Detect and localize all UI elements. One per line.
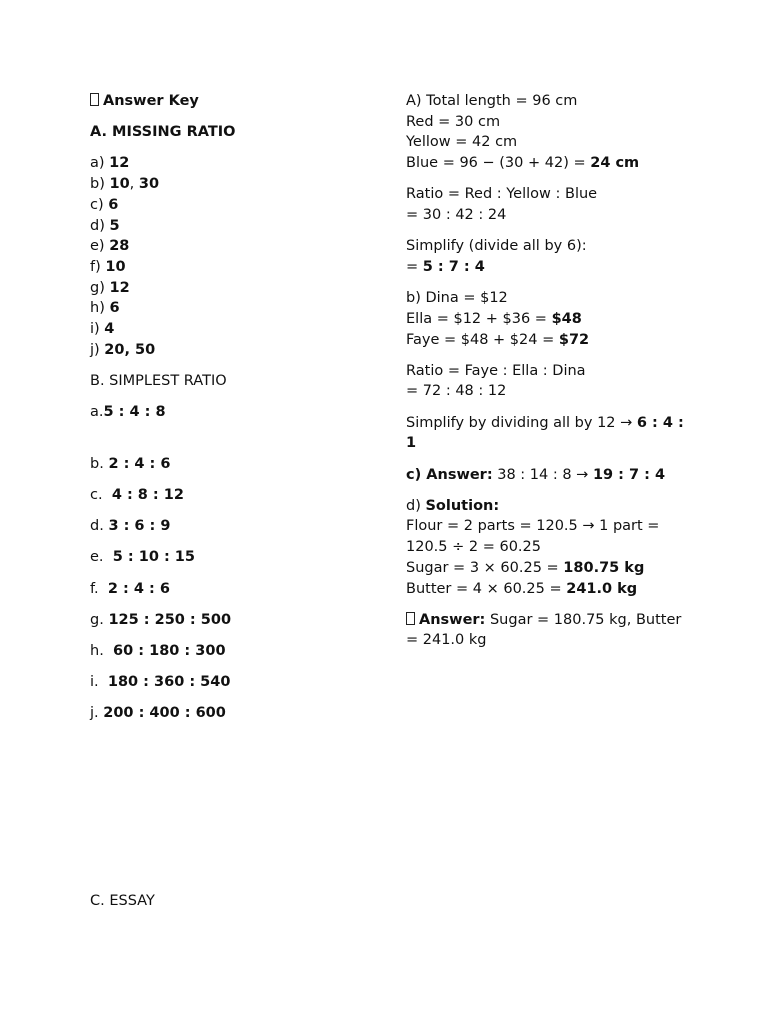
missing-ratio-item: e) 28 <box>90 238 130 255</box>
missing-ratio-item: d) 5 <box>90 217 120 234</box>
checkbox-icon <box>406 612 415 625</box>
simplify-block-1: Simplify (divide all by 6): = 5 : 7 : 4 <box>406 238 587 275</box>
part-c-answer: c) Answer: 38 : 14 : 8 → 19 : 7 : 4 <box>406 466 666 483</box>
left-column <box>90 91 380 735</box>
simplest-ratio-item: e. 5 : 10 : 15 <box>90 549 195 566</box>
missing-ratio-item: i) 4 <box>90 321 115 338</box>
simplest-ratio-item: f. 2 : 4 : 6 <box>90 580 170 597</box>
simplest-ratio-item: h. 60 : 180 : 300 <box>90 643 226 660</box>
missing-ratio-item: c) 6 <box>90 196 119 213</box>
missing-ratio-item: h) 6 <box>90 300 120 317</box>
part-a-block: A) Total length = 96 cm Red = 30 cm Yellow = 42 cm Blue = 96 − (30 + 42) = 24 cm <box>406 93 640 172</box>
simplest-ratio-item: d. 3 : 6 : 9 <box>90 518 171 535</box>
section-a-heading: A. MISSING RATIO <box>90 124 236 141</box>
missing-ratio-item: a) 12 <box>90 155 130 172</box>
simplest-ratio-item: i. 180 : 360 : 540 <box>90 674 231 691</box>
simplest-ratio-item: c. 4 : 8 : 12 <box>90 487 184 504</box>
part-d-solution: d) Solution: Flour = 2 parts = 120.5 → 1 part = 120.5 ÷ 2 = 60.25 Sugar = 3 × 60.25 = 180.75 kg Butter = 4 × 60.25 = 241.0 kg <box>406 497 660 597</box>
section-c-heading: C. ESSAY <box>90 893 155 909</box>
simplest-ratio-item: j. 200 : 400 : 600 <box>90 705 226 722</box>
ratio-block-2: Ratio = Faye : Ella : Dina = 72 : 48 : 12 <box>406 362 586 400</box>
simplest-ratio-list <box>90 454 380 724</box>
missing-ratio-list <box>90 153 380 360</box>
right-column <box>406 91 691 662</box>
simplest-ratio-item: g. 125 : 250 : 500 <box>90 611 232 628</box>
checkbox-icon <box>90 93 99 106</box>
missing-ratio-item: j) 20, 50 <box>90 341 156 358</box>
missing-ratio-item: g) 12 <box>90 279 130 296</box>
final-answer: Answer: Sugar = 180.75 kg, Butter = 241.0 kg <box>406 611 682 649</box>
missing-ratio-item: f) 10 <box>90 258 126 275</box>
missing-ratio-item: b) 10, 30 <box>90 176 160 193</box>
section-b-heading: B. SIMPLEST RATIO <box>90 372 227 389</box>
part-b-block: b) Dina = $12 Ella = $12 + $36 = $48 Faye = $48 + $24 = $72 <box>406 290 590 348</box>
simplest-ratio-item: a.5 : 4 : 8 <box>90 404 166 421</box>
simplest-ratio-item: b. 2 : 4 : 6 <box>90 455 171 472</box>
ratio-block-1: Ratio = Red : Yellow : Blue = 30 : 42 : 24 <box>406 186 598 224</box>
answer-key-title: Answer Key <box>90 91 380 112</box>
simplify-block-2: Simplify by dividing all by 12 → 6 : 4 : 1 <box>406 414 684 452</box>
